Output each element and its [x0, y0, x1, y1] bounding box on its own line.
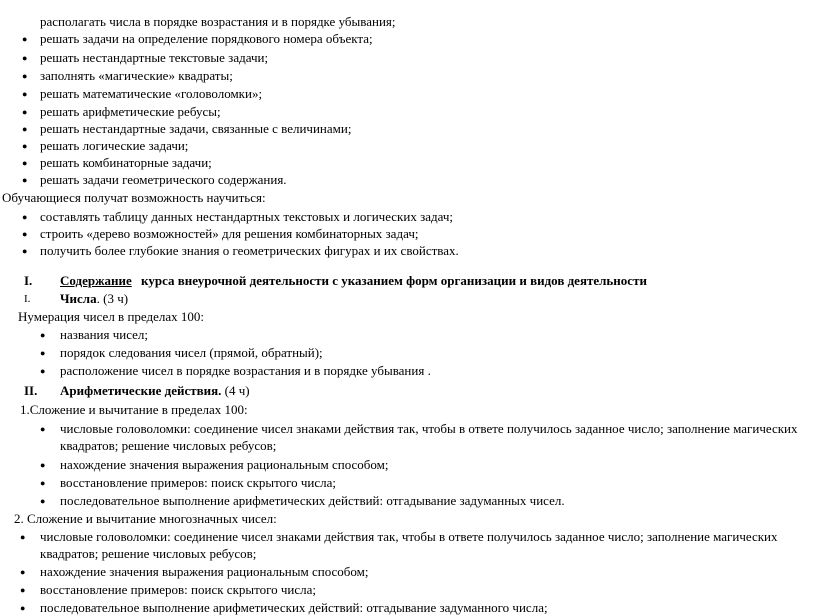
bullet-icon: ● [20, 532, 26, 542]
list-item: восстановление примеров: поиск скрытого числа; [60, 475, 337, 490]
subsection-hours: . (3 ч) [96, 291, 129, 306]
numbers-intro: Нумерация чисел в пределах 100: [18, 309, 205, 324]
list-item: решать нестандартные задачи, связанные с величинами; [40, 121, 352, 136]
list-item: получить более глубокие знания о геометрических фигурах и их свойствах. [40, 243, 459, 258]
bullet-icon: ● [22, 229, 28, 239]
bullet-icon: ● [22, 246, 28, 256]
list-item: названия чисел; [60, 327, 149, 342]
bullet-icon: ● [22, 71, 28, 81]
bullet-icon: ● [20, 603, 26, 613]
list-item: расположение чисел в порядке возрастания и в порядке убывания . [60, 363, 431, 378]
opportunity-heading: Обучающиеся получат возможность научиться: [2, 190, 266, 205]
bullet-icon: ● [22, 34, 28, 44]
list-item: последовательное выполнение арифметических действий: отгадывание задуманных чисел. [60, 493, 565, 508]
bullet-icon: ● [22, 89, 28, 99]
bullet-icon: ● [20, 567, 26, 577]
bullet-icon: ● [22, 212, 28, 222]
list-item: решать комбинаторные задачи; [40, 155, 212, 170]
subsection-numeral: II. [24, 383, 38, 398]
bullet-icon: ● [22, 175, 28, 185]
bullet-icon: ● [22, 107, 28, 117]
bullet-icon: ● [40, 366, 46, 376]
subsection-title [60, 291, 128, 307]
subsection-hours: (4 ч) [221, 383, 250, 398]
list-item: строить «дерево возможностей» для решения комбинаторных задач; [40, 226, 419, 241]
list-item: решать математические «головоломки»; [40, 86, 263, 101]
bullet-icon: ● [22, 141, 28, 151]
list-item: порядок следования чисел (прямой, обратный); [60, 345, 323, 360]
subsection-numeral: I. [24, 293, 31, 305]
list-item: решать задачи на определение порядкового номера объекта; [40, 31, 373, 46]
list-item-continuation: располагать числа в порядке возрастания и в порядке убывания; [40, 14, 396, 29]
list-item: решать нестандартные текстовые задачи; [40, 50, 269, 65]
bullet-icon: ● [40, 348, 46, 358]
bullet-icon: ● [40, 460, 46, 470]
list-item: нахождение значения выражения рациональным способом; [40, 564, 369, 579]
section-title-rest: курса внеурочной деятельности с указанием форм организации и видов деятельности [141, 273, 647, 288]
section-title-underlined: Содержание [60, 273, 132, 288]
bullet-icon: ● [40, 330, 46, 340]
list-item-continuation: квадратов; решение числовых ребусов; [60, 438, 277, 453]
bullet-icon: ● [22, 124, 28, 134]
list-item: решать задачи геометрического содержания. [40, 172, 287, 187]
list-item-continuation: квадратов; решение числовых ребусов; [40, 546, 257, 561]
subsection-title-text: Арифметические действия. [60, 383, 222, 398]
bullet-icon: ● [22, 158, 28, 168]
list-item: числовые головоломки: соединение чисел знаками действия так, чтобы в ответе получилось заданное число; заполнение магических [40, 529, 778, 544]
section-numeral: I. [24, 273, 33, 288]
sub1-heading: 1.Сложение и вычитание в пределах 100: [20, 402, 248, 417]
list-item: заполнять «магические» квадраты; [40, 68, 233, 83]
list-item: восстановление примеров: поиск скрытого числа; [40, 582, 317, 597]
list-item: решать логические задачи; [40, 138, 189, 153]
list-item: последовательное выполнение арифметических действий: отгадывание задуманного числа; [40, 600, 548, 615]
sub2-heading: 2. Сложение и вычитание многозначных чисел: [14, 511, 277, 526]
list-item: числовые головоломки: соединение чисел знаками действия так, чтобы в ответе получилось заданное число; заполнение магических [60, 421, 798, 436]
subsection-title [60, 383, 250, 399]
bullet-icon: ● [22, 53, 28, 63]
bullet-icon: ● [40, 478, 46, 488]
list-item: решать арифметические ребусы; [40, 104, 221, 119]
bullet-icon: ● [40, 424, 46, 434]
list-item: нахождение значения выражения рациональным способом; [60, 457, 389, 472]
bullet-icon: ● [20, 585, 26, 595]
subsection-title-text: Числа [60, 291, 97, 306]
section-title [60, 273, 647, 289]
bullet-icon: ● [40, 496, 46, 506]
list-item: составлять таблицу данных нестандартных текстовых и логических задач; [40, 209, 453, 224]
